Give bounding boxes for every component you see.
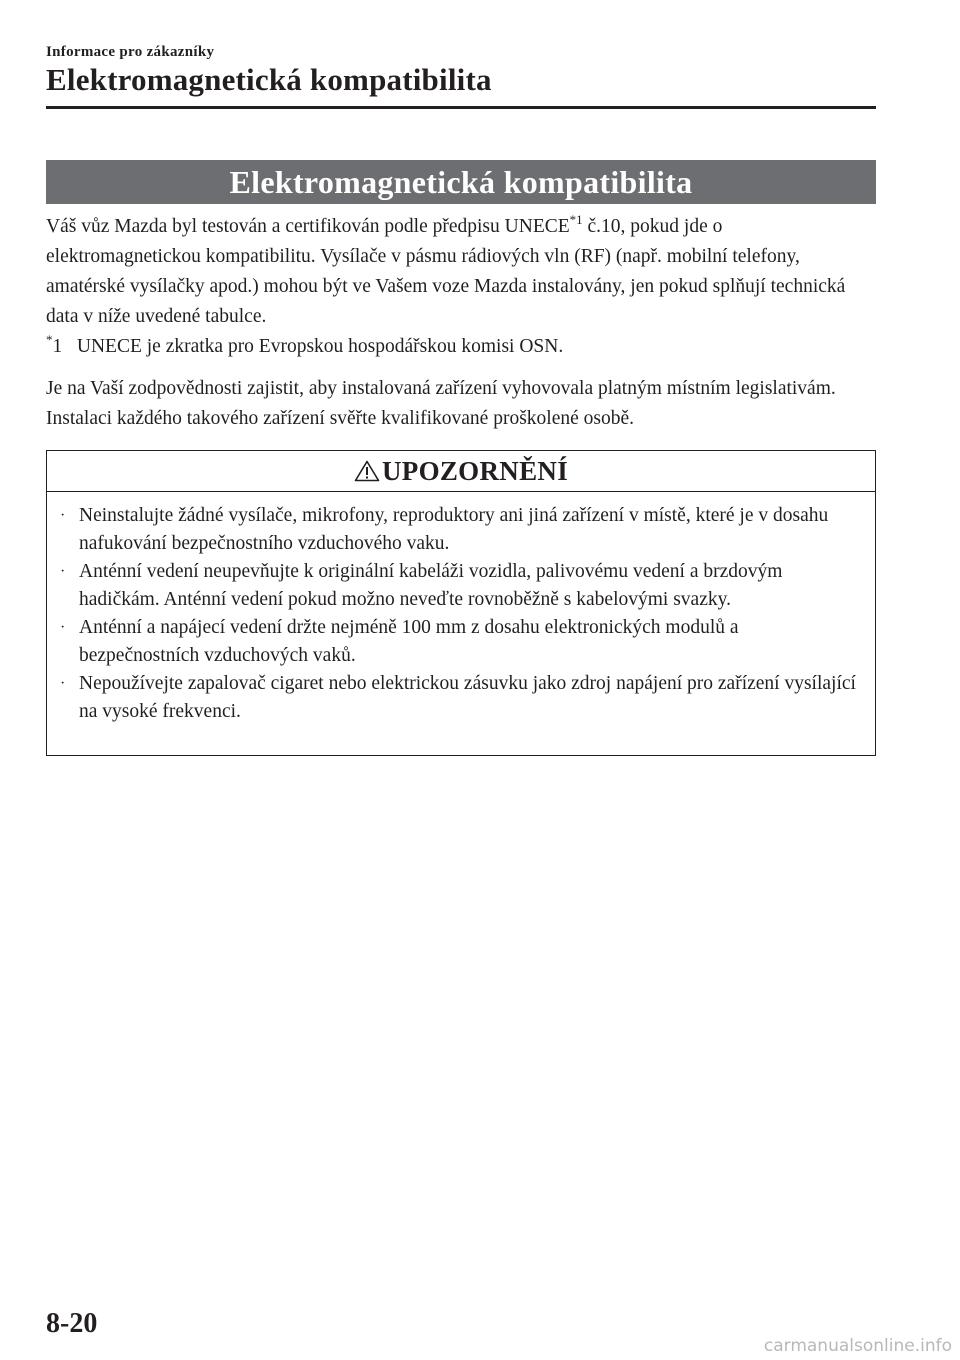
warning-item-text: Anténní vedení neupevňujte k originální kabeláži vozidla, palivovému vedení a brzdovým hadičkám. Anténní vedení pokud možno neveďte rovnoběžně s kabelovými svazky. <box>79 561 783 610</box>
warning-item-text: Nepoužívejte zapalovač cigaret nebo elektrickou zásuvku jako zdroj napájení pro zařízení vysílající na vysoké frekvenci. <box>79 673 856 722</box>
warning-item <box>47 614 875 670</box>
intro-text-part1: Váš vůz Mazda byl testován a certifikován podle předpisu UNECE <box>46 216 570 237</box>
header-title: Elektromagnetická kompatibilita <box>46 62 492 97</box>
footnote <box>46 332 876 362</box>
page-number: 8-20 <box>46 1308 98 1339</box>
intro-paragraph <box>46 212 876 332</box>
warning-header <box>47 451 875 492</box>
watermark: carmanualsonline.info <box>763 1336 952 1356</box>
intro-text-part2: č.10, pokud jde o elektromagnetickou kompatibilitu. Vysílače v pásmu rádiových vln (RF) (např. mobilní telefony, amatérské vysílačky apod.) mohou být ve Vašem voze Mazda instalovány, jen pokud splňují technická data v níže uvedené tabulce. <box>46 216 846 327</box>
bullet: · <box>60 507 66 524</box>
section-title: Elektromagnetická kompatibilita <box>229 164 693 200</box>
bullet: · <box>60 619 66 636</box>
warning-item <box>47 558 875 614</box>
warning-item-text: Neinstalujte žádné vysílače, mikrofony, reproduktory ani jiná zařízení v místě, které je v dosahu nafukování bezpečnostního vzduchového vaku. <box>79 505 829 554</box>
responsibility-paragraph: Je na Vaší zodpovědnosti zajistit, aby instalovaná zařízení vyhovovala platným místním legislativám. Instalaci každého takového zařízení svěřte kvalifikované proškolené osobě. <box>46 378 836 429</box>
warning-triangle-icon <box>354 460 380 482</box>
footnote-text: 1 UNECE je zkratka pro Evropskou hospodářskou komisi OSN. <box>52 336 564 357</box>
warning-list <box>47 492 875 726</box>
warning-item <box>47 502 875 558</box>
header-divider <box>46 106 876 109</box>
footnote-reference: *1 <box>569 212 583 227</box>
section-title-bar <box>46 160 876 204</box>
footnote-mark: * <box>46 332 53 347</box>
warning-item-text: Anténní a napájecí vedení držte nejméně 100 mm z dosahu elektronických modulů a bezpečnostních vzduchových vaků. <box>79 617 739 666</box>
bullet: · <box>60 675 66 692</box>
warning-item <box>47 670 875 726</box>
bullet: · <box>60 563 66 580</box>
warning-box <box>46 450 876 756</box>
header-section-label: Informace pro zákazníky <box>46 44 215 60</box>
warning-title: UPOZORNĚNÍ <box>381 456 568 486</box>
